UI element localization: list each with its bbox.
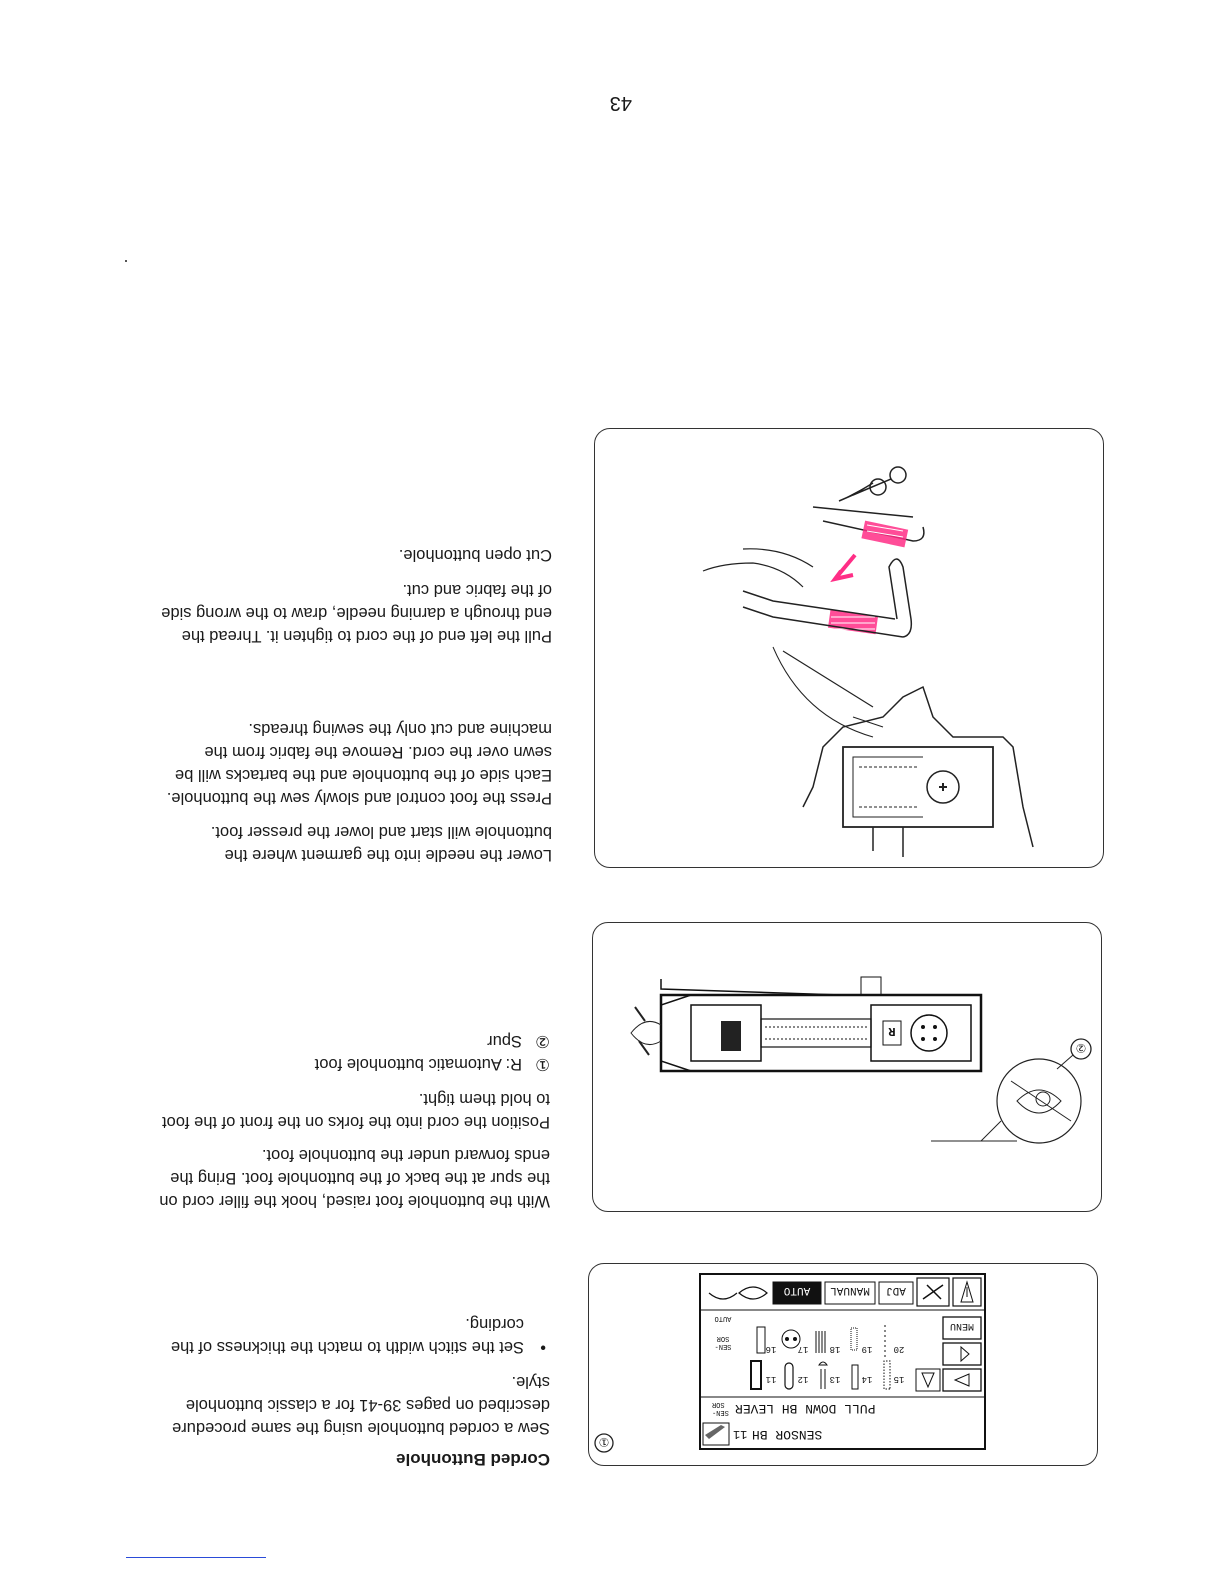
paragraph-line: With the buttonhole foot raised, hook the filler cord on — [159, 1192, 550, 1210]
lcd-menu-label: MENU — [949, 1320, 975, 1331]
paragraph-line: Position the cord into the forks on the front of the foot — [162, 1113, 550, 1131]
figure-lcd-box — [588, 1263, 1098, 1466]
section-heading: Corded Buttonhole — [396, 1450, 550, 1469]
paragraph-line: Lower the needle into the garment where the — [224, 846, 552, 864]
lcd-stitch-number: 19 — [861, 1344, 873, 1354]
bullet-line: cording. — [465, 1315, 524, 1333]
lcd-stitch-number: 13 — [829, 1374, 841, 1384]
footer-rule — [126, 1557, 266, 1558]
paragraph-line: Cut open buttonhole. — [398, 546, 552, 564]
corded-buttonhole-sewing-illustration — [593, 427, 1103, 867]
lcd-message: PULL DOWN BH LEVER — [735, 1401, 876, 1416]
paragraph-line: Press the foot control and slowly sew the buttonhole. — [166, 789, 552, 807]
lcd-stitch-number: 11 — [765, 1374, 777, 1384]
legend-number: ② — [535, 1032, 550, 1050]
legend-text: R: Automatic buttonhole foot — [314, 1055, 522, 1073]
lcd-title: SENSOR BH — [752, 1427, 823, 1442]
lcd-auto-label: AUTO — [714, 1314, 732, 1322]
paragraph-line: sewn over the cord. Remove the fabric from the — [204, 743, 552, 761]
lcd-stitch-number: 12 — [797, 1374, 809, 1384]
fig2-callout: ② — [1075, 1040, 1087, 1054]
paragraph-line: Pull the left end of the cord to tighten it. Thread the — [181, 627, 552, 645]
lcd-stitch-number: 14 — [861, 1374, 873, 1384]
intro-line: Sew a corded buttonhole using the same procedure — [172, 1419, 550, 1437]
stray-mark — [125, 260, 127, 262]
inset-detail-circle — [997, 1059, 1081, 1143]
paragraph-line: to hold them tight. — [418, 1090, 550, 1108]
lcd-screen-illustration — [587, 1262, 1097, 1465]
lcd-stitch-number: 15 — [893, 1374, 905, 1384]
lcd-stitch-number: 20 — [893, 1344, 905, 1354]
button-icon — [911, 1015, 947, 1051]
foot-letter: R — [888, 1024, 896, 1038]
bullet-line: Set the stitch width to match the thickness of the — [170, 1338, 524, 1356]
lcd-sensor-label-bottom: SOR — [712, 1400, 725, 1408]
paragraph-line: the spur at the back of the buttonhole foot. Bring the — [170, 1169, 550, 1187]
lcd-tab-adj-label: ADJ — [886, 1284, 906, 1296]
buttonhole-foot-illustration — [591, 921, 1101, 1211]
intro-line: style. — [511, 1373, 550, 1391]
lcd-tab-auto-label: AUTO — [783, 1284, 811, 1296]
fig1-callout: ① — [598, 1434, 610, 1448]
intro-line: described on pages 39-41 for a classic buttonhole — [185, 1396, 550, 1414]
paragraph-line: Each side of the buttonhole and the bartacks will be — [175, 766, 552, 784]
legend-number: ① — [535, 1055, 550, 1073]
lcd-sensor-tag-bottom: SOR — [716, 1334, 730, 1342]
legend-text: Spur — [487, 1032, 522, 1050]
paragraph-line: of the fabric and cut. — [402, 581, 552, 599]
paragraph-line: end through a darning needle, draw to the wrong side — [161, 604, 552, 622]
page-number: 43 — [609, 92, 632, 114]
lcd-stitch-number: 16 — [765, 1344, 777, 1354]
lcd-stitch-number: 17 — [797, 1344, 809, 1354]
lcd-sensor-tag-top: SEN- — [714, 1342, 732, 1350]
bullet-marker: • — [540, 1338, 546, 1356]
lcd-sensor-label-top: SEN- — [712, 1408, 729, 1416]
paragraph-line: machine and cut only the sewing threads. — [248, 720, 552, 738]
lcd-pattern-number: 11 — [733, 1427, 748, 1441]
lcd-stitch-number: 18 — [829, 1344, 841, 1354]
figure-foot-box — [592, 922, 1102, 1212]
figure-sewing-box — [594, 428, 1104, 868]
lcd-tab-manual-label: MANUAL — [830, 1284, 870, 1296]
paragraph-line: ends forward under the buttonhole foot. — [261, 1146, 550, 1164]
paragraph-line: buttonhole will start and lower the presser foot. — [210, 823, 552, 841]
